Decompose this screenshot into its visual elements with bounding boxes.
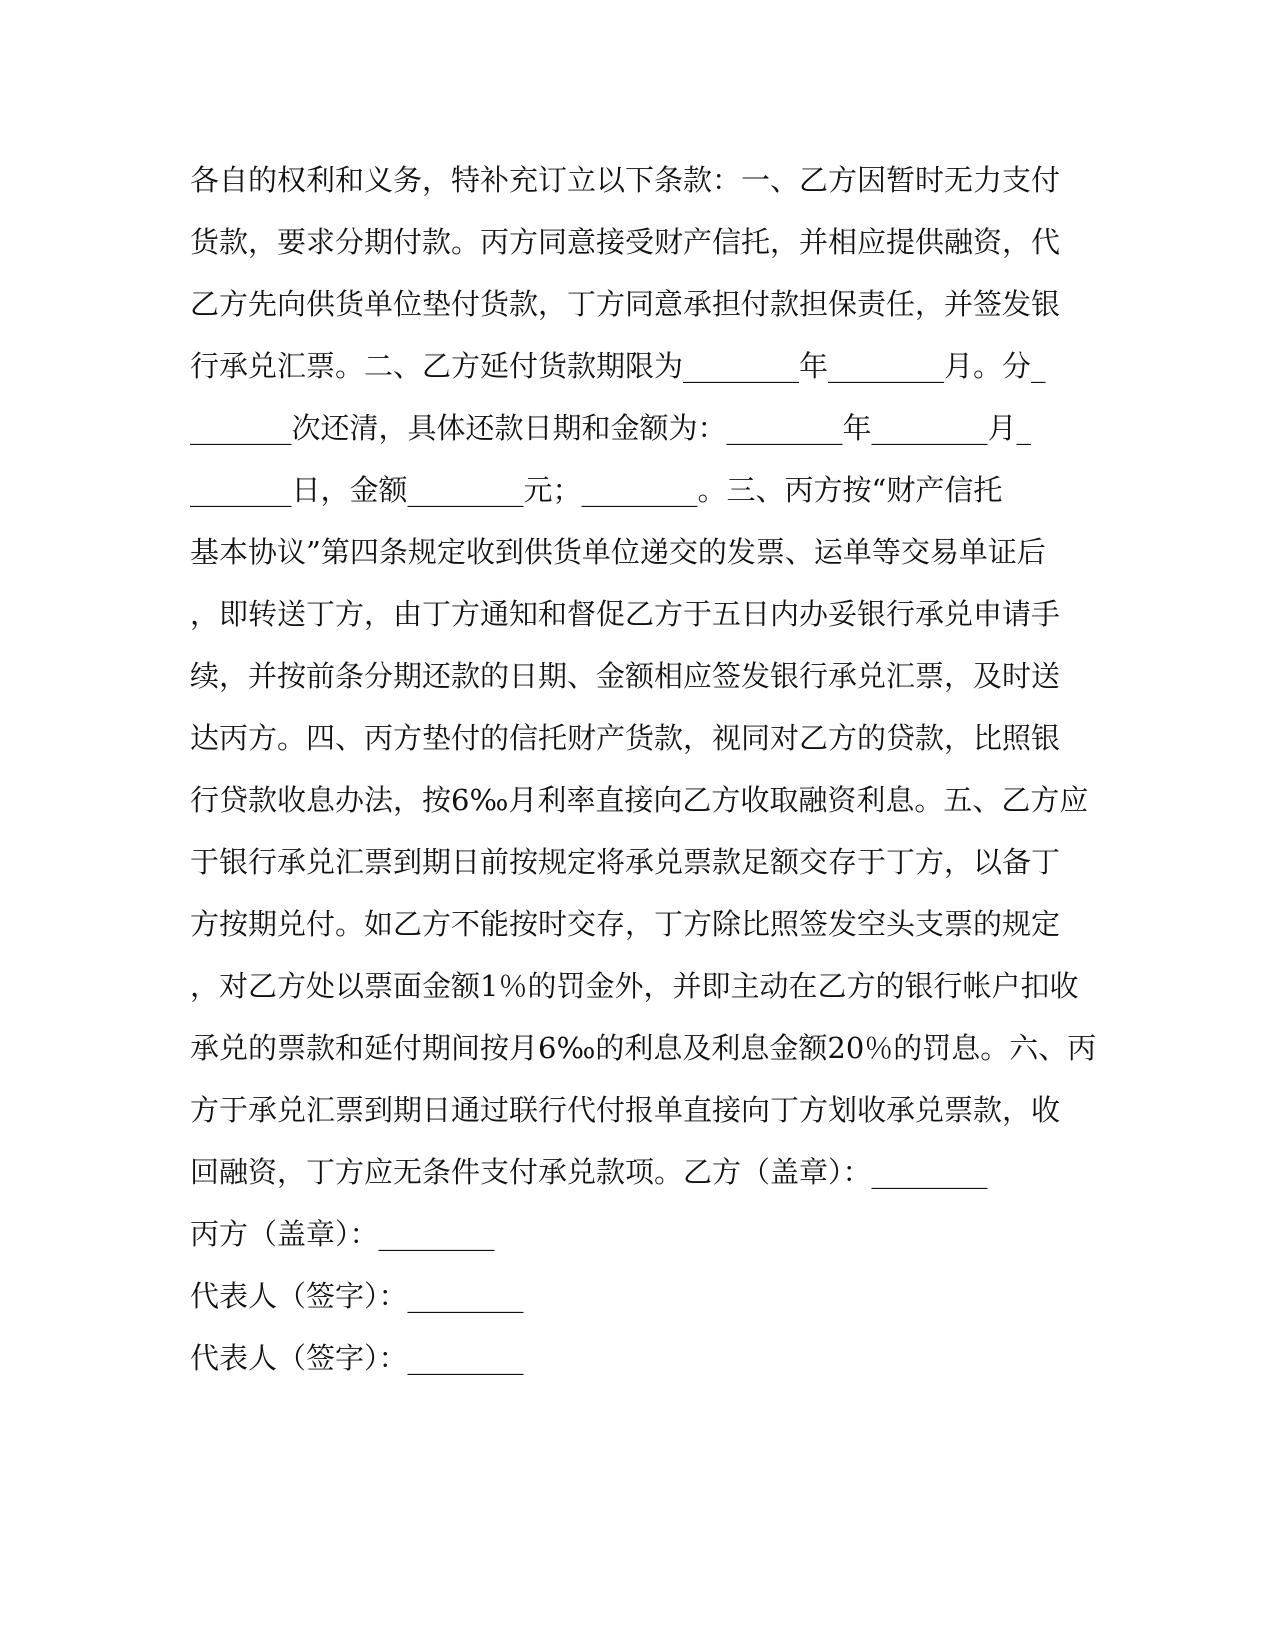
paragraph-line: 货款，要求分期付款。丙方同意接受财产信托，并相应提供融资，代 xyxy=(190,225,1061,259)
paragraph-line: ，即转送丁方，由丁方通知和督促乙方于五日内办妥银行承兑申请手 xyxy=(190,597,1061,631)
paragraph-line: ，对乙方处以票面金额1％的罚金外，并即主动在乙方的银行帐户扣收 xyxy=(190,969,1079,1003)
paragraph-line: 承兑的票款和延付期间按月6‰的利息及利息金额20％的罚息。六、丙 xyxy=(190,1031,1097,1065)
paragraph-line: 乙方先向供货单位垫付货款，丁方同意承担付款担保责任，并签发银 xyxy=(190,287,1061,321)
signature-line-representative: 代表人（签字）：________ xyxy=(190,1341,524,1375)
paragraph-line: 续，并按前条分期还款的日期、金额相应签发银行承兑汇票，及时送 xyxy=(190,659,1061,693)
signature-line-party-c: 丙方（盖章）：________ xyxy=(190,1217,495,1251)
signature-line-party-b: 回融资，丁方应无条件支付承兑款项。乙方（盖章）：________ xyxy=(190,1155,988,1189)
paragraph-line: _______次还清，具体还款日期和金额为：________年________月_ xyxy=(190,411,1032,445)
paragraph-line: 达丙方。四、丙方垫付的信托财产货款，视同对乙方的贷款，比照银 xyxy=(190,721,1061,755)
paragraph-line: _______日，金额________元；________。三、丙方按“财产信托 xyxy=(190,473,1003,507)
paragraph-line: 于银行承兑汇票到期日前按规定将承兑票款足额交存于丁方，以备丁 xyxy=(190,845,1061,879)
paragraph-line: 方于承兑汇票到期日通过联行代付报单直接向丁方划收承兑票款，收 xyxy=(190,1093,1061,1127)
signature-line-representative: 代表人（签字）：________ xyxy=(190,1279,524,1313)
paragraph-line: 行承兑汇票。二、乙方延付货款期限为________年________月。分_ xyxy=(190,349,1046,383)
paragraph-line: 方按期兑付。如乙方不能按时交存，丁方除比照签发空头支票的规定 xyxy=(190,907,1061,941)
paragraph-line: 各自的权利和义务，特补充订立以下条款：一、乙方因暂时无力支付 xyxy=(190,163,1061,197)
paragraph-line: 行贷款收息办法，按6‰月利率直接向乙方收取融资利息。五、乙方应 xyxy=(190,783,1089,817)
paragraph-line: 基本协议”第四条规定收到供货单位递交的发票、运单等交易单证后 xyxy=(190,535,1046,569)
